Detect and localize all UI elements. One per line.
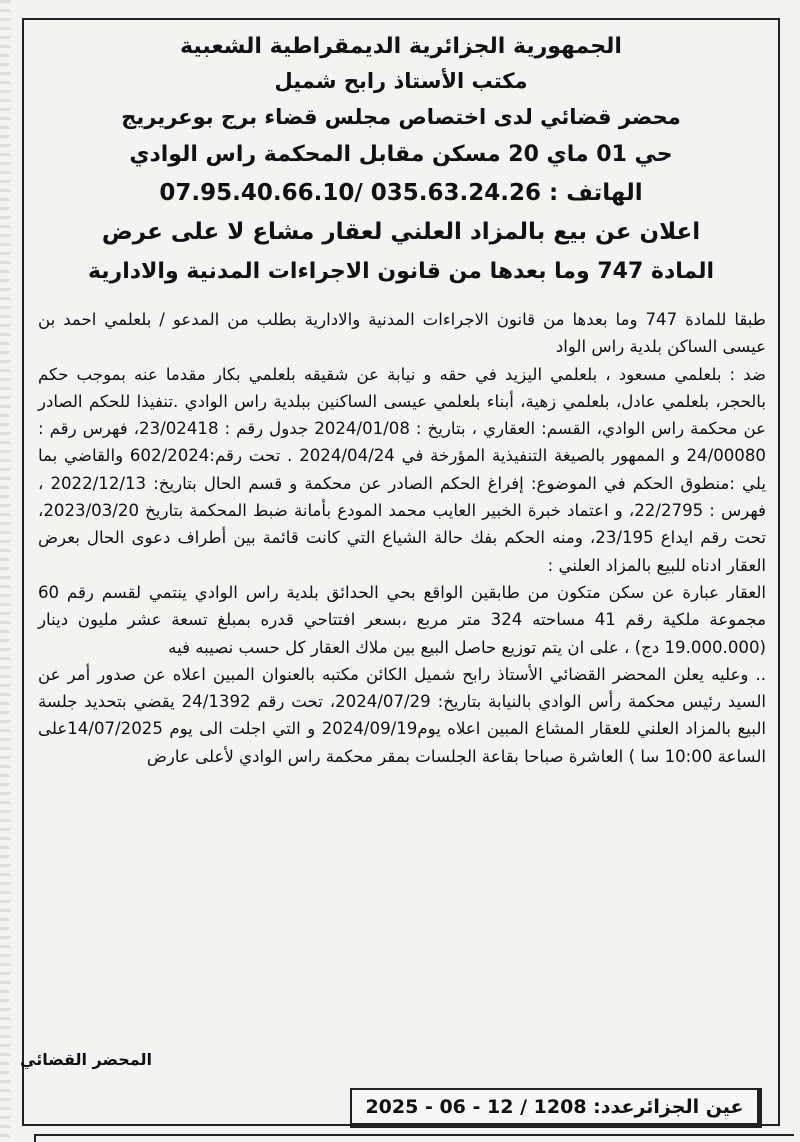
legal-article: المادة 747 وما بعدها من قانون الاجراءات المدنية والادارية <box>87 259 715 284</box>
publication-box <box>350 1088 762 1128</box>
header <box>24 20 778 292</box>
paragraph-judgment: ضد : بلعلمي مسعود ، بلعلمي اليزيد في حقه و نيابة عن شقيقه بلعلمي بكار مقدما عنه بموجب حكم بالحجر، بلعلمي عادل، بلعلمي زهية، أبناء بلعلمي عيسى الساكنين ببلدية راس الوادي .تنفيذا للحكم الصادر عن محكمة راس الوادي، القسم: العقاري ، بتاريخ : 2024/01/08 جدول رقم : 23/02418، فهرس رقم : 24/00080 و الممهور بالصيغة التنفيذية المؤرخة في 2024/04/24 . تحت رقم:602/2024 والقاضي بما يلي :منطوق الحكم في الموضوع: إفراغ الحكم الصادر عن محكمة و قسم الحال بتاريخ: 2022/12/13 ، فهرس : 22/2795، و اعتماد خبرة الخبير العايب محمد المودع بأمانة ضبط المحكمة بتاريخ 2023/03/20، تحت رقم ايداع 23/195، ومنه الحكم بفك حالة الشياع التي كانت قائمة بين أطراف دعوى الحال بعرض العقار ادناه للبيع بالمزاد العلني : <box>38 364 766 575</box>
paragraph-request: طبقا للمادة 747 وما بعدها من قانون الاجراءات المدنية والادارية بطلب من المدعو / بلعلمي احمد بن عيسى الساكن بلدية راس الواد <box>38 310 766 357</box>
next-ad-border <box>34 1134 794 1142</box>
bailiff-jurisdiction: محضر قضائي لدى اختصاص مجلس قضاء برج بوعريريج <box>121 105 681 129</box>
announcement-title: اعلان عن بيع بالمزاد العلني لعقار مشاع لا على عرض <box>101 219 701 245</box>
paragraph-property: العقار عبارة عن سكن متكون من طابقين الواقع بحي الحدائق بلدية راس الوادي ينتمي لقسم رقم 60 مجموعة ملكية رقم 41 مساحته 324 متر مربع ،بسعر افتتاحي قدره بمبلغ تسعة عشر مليون دينار (19.000.000 دج) ، على ان يتم توزيع حاصل البيع بين ملاك العقار كل حسب نصيبه فيه <box>38 582 766 657</box>
announcement-body <box>24 306 778 770</box>
publication-reference: عين الجزائرعدد: 1208 / 12 - 06 - 2025 <box>365 1096 744 1118</box>
scan-edge <box>0 0 10 1142</box>
signature: المحضر القضائي <box>20 1050 153 1069</box>
republic-title: الجمهورية الجزائرية الديمقراطية الشعبية <box>180 34 622 59</box>
announcement-frame <box>22 18 780 1126</box>
paragraph-auction: .. وعليه يعلن المحضر القضائي الأستاذ رابح شميل الكائن مكتبه بالعنوان المبين اعلاه عن صدور أمر عن السيد رئيس محكمة رأس الوادي بالنيابة بتاريخ: 2024/07/29، تحت رقم 24/1392 يقضي بتحديد جلسة البيع بالمزاد العلني للعقار المشاع المبين اعلاه يوم2024/09/19 و التي اجلت الى يوم 14/07/2025على الساعة 10:00 سا ) العاشرة صباحا بقاعة الجلسات بمقر محكمة راس الوادي لأعلى عارض <box>38 664 766 766</box>
office-name: مكتب الأستاذ رابح شميل <box>274 69 528 93</box>
phone-line: الهاتف : 035.63.24.26 /07.95.40.66.10 <box>159 180 643 206</box>
office-address: حي 01 ماي 20 مسكن مقابل المحكمة راس الوادي <box>129 142 673 167</box>
